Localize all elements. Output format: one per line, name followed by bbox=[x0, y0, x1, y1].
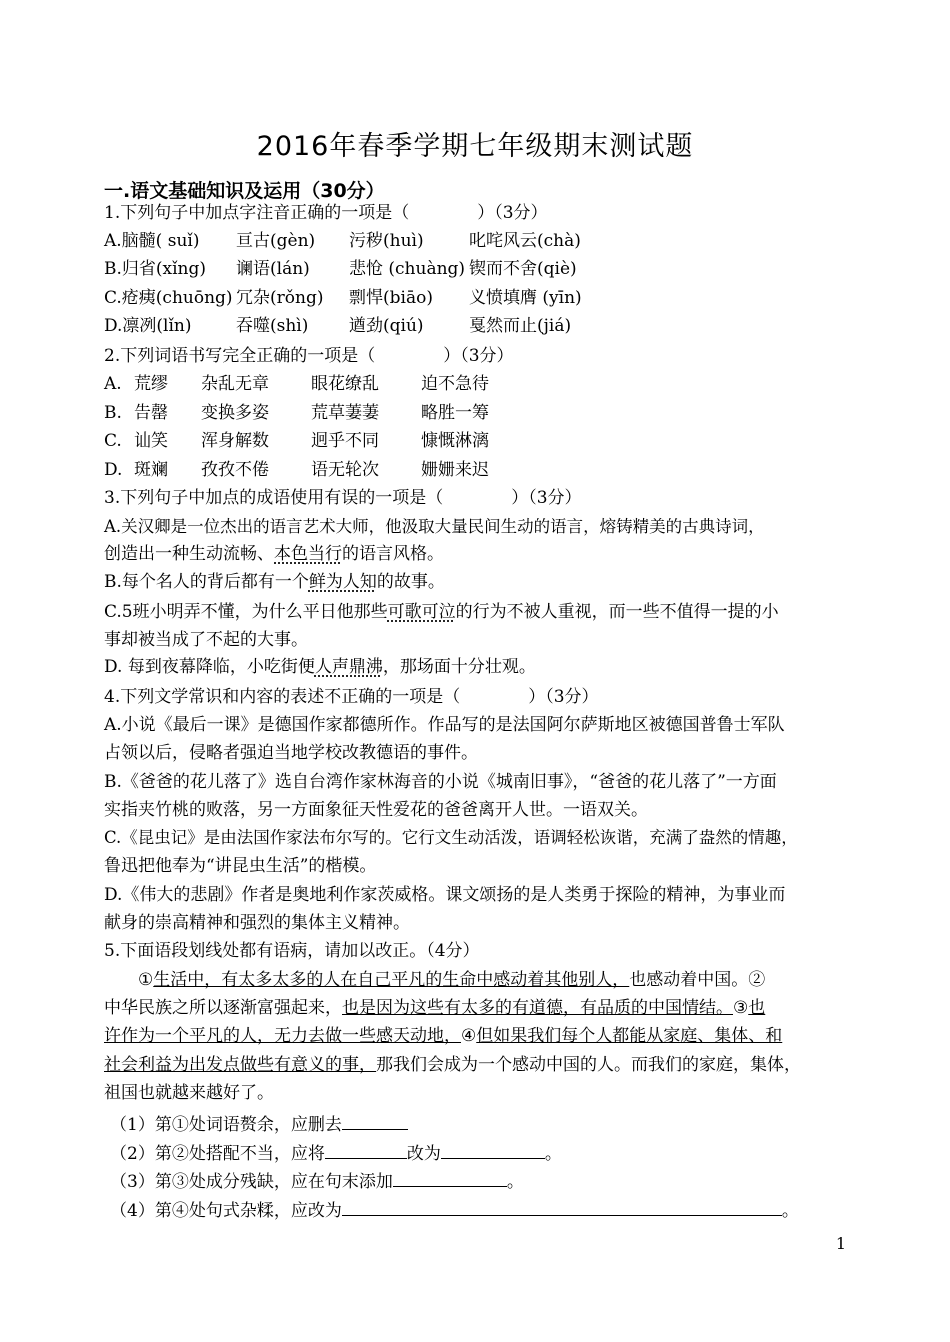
q1-option-d bbox=[104, 315, 669, 337]
q1-c-1: C.疮痍(chuōng) bbox=[104, 288, 233, 308]
q1-a-2: 亘古(gèn) bbox=[236, 231, 316, 251]
q5-sub-2-end: 。 bbox=[544, 1144, 562, 1164]
q3-a-line1: A.关汉卿是一位杰出的语言艺术大师，他汲取大量民间生动的语言，熔铸精美的古典诗词， bbox=[104, 517, 765, 536]
q5-answer-blank-2a[interactable] bbox=[325, 1140, 407, 1159]
q5-sub-4-end: 。 bbox=[781, 1201, 799, 1221]
q5-sub-2-text: （2）第②处搭配不当，应将 bbox=[110, 1144, 325, 1164]
q1-b-1: B.归省(xǐng) bbox=[104, 259, 207, 279]
q1-c-4: 义愤填膺 (yīn) bbox=[469, 288, 582, 308]
q5-underline-4b: 社会利益为出发点做些有意义的事， bbox=[104, 1055, 376, 1075]
q5-answer-blank-4[interactable] bbox=[342, 1197, 782, 1216]
q5-mark-3: ③ bbox=[733, 998, 749, 1018]
q3-c-text-end: 的行为不被人重视，而一些不值得一提的小 bbox=[455, 602, 779, 622]
q5-underline-2: 也是因为这些有太多的有道德，有品质的中国情结。 bbox=[342, 998, 733, 1018]
q5-sub-1-text: （1）第①处词语赘余，应删去 bbox=[110, 1115, 342, 1135]
q3-b-text-end: 的故事。 bbox=[376, 572, 445, 592]
q5-sub-3-text: （3）第③处成分残缺，应在句末添加 bbox=[110, 1172, 393, 1192]
q5-para-line1 bbox=[138, 969, 765, 991]
q2-option-a bbox=[104, 373, 489, 395]
q3-d-text-end: ，那场面十分壮观。 bbox=[382, 657, 536, 677]
q2-a-3: 眼花缭乱 bbox=[311, 374, 379, 394]
q5-text-4: 那我们会成为一个感动中国的人。而我们的家庭，集体， bbox=[376, 1055, 801, 1075]
q2-a-4: 迫不急待 bbox=[421, 374, 489, 394]
q4-a-line1: A.小说《最后一课》是德国作家都德所作。作品写的是法国阿尔萨斯地区被德国普鲁士军队 bbox=[104, 715, 785, 735]
q5-sub-2 bbox=[110, 1140, 562, 1165]
q1-c-2: 冗杂(rǒng) bbox=[236, 288, 324, 308]
q1-d-1: D.凛冽(lǐn) bbox=[104, 316, 192, 336]
q1-option-c bbox=[104, 287, 669, 309]
q1-option-b bbox=[104, 258, 669, 280]
q1-d-3: 遒劲(qiú) bbox=[349, 316, 424, 336]
q3-a-text: 创造出一种生动流畅、 bbox=[104, 544, 274, 564]
q2-c-3: 迥乎不同 bbox=[311, 431, 379, 451]
q2-d-2: 孜孜不倦 bbox=[201, 460, 269, 480]
q1-b-3: 悲怆 (chuàng) bbox=[349, 259, 466, 279]
q3-d-text: D. 每到夜幕降临，小吃街便 bbox=[104, 657, 315, 677]
q2-d-1: 斑斓 bbox=[134, 460, 168, 480]
q3-d-idiom: 人声鼎沸 bbox=[314, 657, 383, 677]
q1-a-1: A.脑髓( suǐ) bbox=[104, 231, 200, 251]
q5-underline-1: 生活中，有太多太多的人在自己平凡的生命中感动着其他别人， bbox=[153, 970, 630, 990]
q3-c-idiom: 可歌可泣 bbox=[387, 602, 456, 622]
q2-a-label: A. bbox=[104, 374, 122, 394]
q5-sub-3-end: 。 bbox=[506, 1172, 524, 1192]
q3-b-line bbox=[104, 571, 445, 593]
q3-c-line1 bbox=[104, 601, 779, 623]
q4-stem: 4.下列文学常识和内容的表述不正确的一项是（ ）（3分） bbox=[104, 687, 599, 707]
q3-b-text: B.每个名人的背后都有一个 bbox=[104, 572, 309, 592]
q2-option-b bbox=[104, 402, 489, 424]
q5-para-line5: 祖国也就越来越好了。 bbox=[104, 1083, 274, 1103]
q4-b-line1: B.《爸爸的花儿落了》选自台湾作家林海音的小说《城南旧事》，“爸爸的花儿落了”一方面 bbox=[104, 772, 777, 792]
section-heading: 一.语文基础知识及运用（30分） bbox=[104, 180, 385, 202]
q2-d-label: D. bbox=[104, 460, 123, 480]
q5-text-2: 中华民族之所以逐渐富强起来， bbox=[104, 998, 342, 1018]
q1-b-4: 锲而不舍(qiè) bbox=[469, 259, 577, 279]
q2-c-label: C. bbox=[104, 431, 122, 451]
q2-option-d bbox=[104, 459, 489, 481]
q2-option-c bbox=[104, 430, 489, 452]
q4-d-line1: D.《伟大的悲剧》作者是奥地利作家茨威格。课文颂扬的是人类勇于探险的精神，为事业而 bbox=[104, 885, 786, 905]
q3-b-idiom: 鲜为人知 bbox=[308, 572, 377, 592]
q3-d-line bbox=[104, 656, 536, 678]
q3-a-line2 bbox=[104, 543, 444, 565]
q2-b-2: 变换多姿 bbox=[201, 403, 269, 423]
exam-title: 2016年春季学期七年级期末测试题 bbox=[256, 131, 694, 162]
q3-c-line2: 事却被当成了不起的大事。 bbox=[104, 630, 308, 650]
q2-a-2: 杂乱无章 bbox=[201, 374, 269, 394]
q1-stem: 1.下列句子中加点字注音正确的一项是（ ）（3分） bbox=[104, 203, 548, 223]
q5-underline-3b: 许作为一个平凡的人，无力去做一些感天动地， bbox=[104, 1026, 461, 1046]
q5-answer-blank-1[interactable] bbox=[342, 1111, 408, 1130]
q5-sub-3 bbox=[110, 1168, 524, 1193]
q5-para-line2 bbox=[104, 997, 765, 1019]
q2-b-3: 荒草萋萋 bbox=[311, 403, 379, 423]
q4-c-line2: 鲁迅把他奉为“讲昆虫生活”的楷模。 bbox=[104, 856, 377, 876]
q4-c-line1: C.《昆虫记》是由法国作家法布尔写的。它行文生动活泼，语调轻松诙谐，充满了盎然的情趣， bbox=[104, 828, 798, 847]
q1-b-2: 谰语(lán) bbox=[236, 259, 310, 279]
q5-mark-4: ④ bbox=[461, 1026, 477, 1046]
q2-a-1: 荒缪 bbox=[134, 374, 168, 394]
q5-underline-4a: 但如果我们每个人都能从家庭、集体、和 bbox=[476, 1026, 783, 1046]
q1-option-a bbox=[104, 230, 669, 252]
q5-sub-1 bbox=[110, 1111, 408, 1136]
q1-c-3: 剽悍(biāo) bbox=[349, 288, 433, 308]
q1-a-4: 叱咤风云(chà) bbox=[469, 231, 581, 251]
q2-b-label: B. bbox=[104, 403, 122, 423]
q2-c-1: 讪笑 bbox=[134, 431, 168, 451]
q3-c-text: C.5班小明弄不懂，为什么平日他那些 bbox=[104, 602, 388, 622]
q1-a-3: 污秽(huì) bbox=[349, 231, 424, 251]
q2-b-1: 告罄 bbox=[134, 403, 168, 423]
q2-d-4: 姗姗来迟 bbox=[421, 460, 489, 480]
q5-answer-blank-3[interactable] bbox=[393, 1168, 507, 1187]
page-number: 1 bbox=[835, 1234, 846, 1253]
q3-a-idiom: 本色当行 bbox=[274, 544, 342, 564]
q5-sub-2-mid: 改为 bbox=[406, 1144, 441, 1164]
q4-d-line2: 献身的崇高精神和强烈的集体主义精神。 bbox=[104, 913, 410, 933]
q5-text-1: 也感动着中国。② bbox=[629, 970, 766, 990]
q5-stem: 5.下面语段划线处都有语病，请加以改正。（4分） bbox=[104, 941, 480, 961]
q4-b-line2: 实指夹竹桃的败落，另一方面象征天性爱花的爸爸离开人世。一语双关。 bbox=[104, 800, 648, 820]
q5-mark-1: ① bbox=[138, 970, 154, 990]
q1-d-4: 戛然而止(jiá) bbox=[469, 316, 572, 336]
q2-c-2: 浑身解数 bbox=[201, 431, 269, 451]
q5-underline-3a: 也 bbox=[748, 998, 766, 1018]
q2-b-4: 略胜一筹 bbox=[421, 403, 489, 423]
q5-para-line3 bbox=[104, 1025, 782, 1047]
q5-sub-4 bbox=[110, 1197, 799, 1222]
q2-c-4: 慷慨淋漓 bbox=[421, 431, 489, 451]
q3-a-text-end: 的语言风格。 bbox=[342, 544, 444, 564]
q5-answer-blank-2b[interactable] bbox=[441, 1140, 545, 1159]
q2-stem: 2.下列词语书写完全正确的一项是（ ）（3分） bbox=[104, 346, 514, 366]
q3-stem: 3.下列句子中加点的成语使用有误的一项是（ ）（3分） bbox=[104, 488, 582, 508]
q4-a-line2: 占领以后，侵略者强迫当地学校改教德语的事件。 bbox=[104, 743, 478, 763]
q2-d-3: 语无轮次 bbox=[311, 460, 379, 480]
q5-para-line4 bbox=[104, 1054, 801, 1076]
q1-d-2: 吞噬(shì) bbox=[236, 316, 309, 336]
q5-sub-4-text: （4）第④处句式杂糅，应改为 bbox=[110, 1201, 342, 1221]
